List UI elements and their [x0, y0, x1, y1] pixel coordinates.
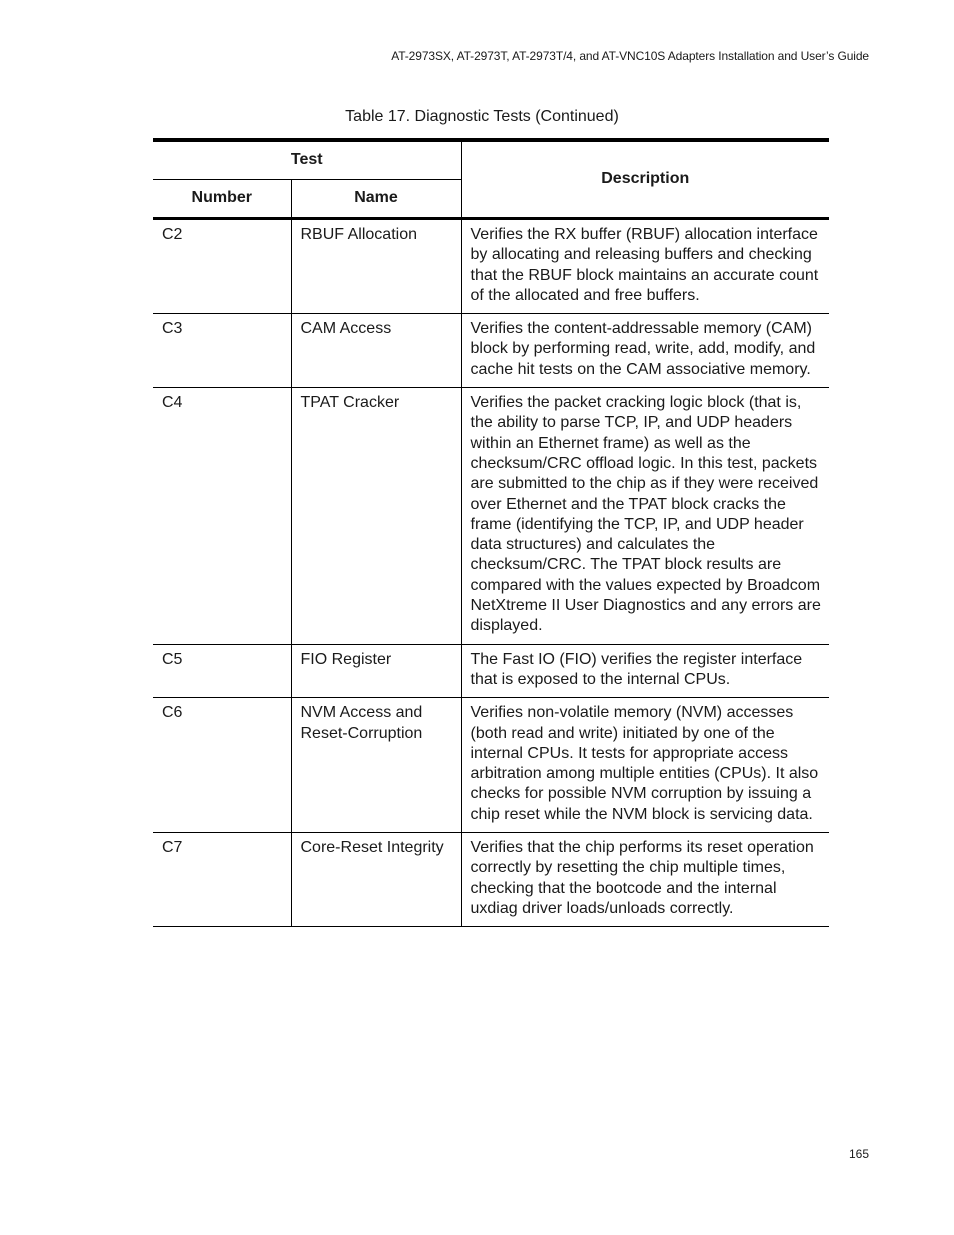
test-number: C4 — [153, 388, 291, 645]
test-description: Verifies non-volatile memory (NVM) accesses (both read and write) initiated by one of the internal CPUs. It tests for appropriate access arbitration among multiple entities (CPUs). It also checks for possible NVM corruption by issuing a chip reset while the NVM block is servicing data. — [461, 698, 829, 833]
test-description: Verifies the RX buffer (RBUF) allocation interface by allocating and releasing buffers and checking that the RBUF block maintains an accurate count of the allocated and free buffers. — [461, 219, 829, 314]
header-test: Test — [153, 140, 461, 180]
page-number: 165 — [848, 1147, 869, 1161]
test-name: TPAT Cracker — [291, 388, 461, 645]
table-caption: Table 17. Diagnostic Tests (Continued) — [345, 108, 619, 125]
header-name: Name — [291, 180, 461, 219]
table-row — [153, 833, 829, 927]
test-number: C2 — [153, 219, 291, 314]
test-description: Verifies the packet cracking logic block (that is, the ability to parse TCP, IP, and UDP headers within an Ethernet frame) as well as the checksum/CRC offload logic. In this test, packets are submitted to the chip as if they were received over Ethernet and the TPAT block cracks the frame (identifying the TCP, IP, and UDP header data structures) and calculates the checksum/CRC. The TPAT block results are compared with the values expected by Broadcom NetXtreme II User Diagnostics and any errors are displayed. — [461, 388, 829, 645]
test-name: NVM Access and Reset-Corruption — [291, 698, 461, 833]
table-row — [153, 388, 829, 645]
table-row — [153, 698, 829, 833]
test-name: CAM Access — [291, 314, 461, 388]
test-name: FIO Register — [291, 644, 461, 698]
test-number: C7 — [153, 833, 291, 927]
table-row — [153, 219, 829, 314]
test-name: RBUF Allocation — [291, 219, 461, 314]
test-name: Core-Reset Integrity — [291, 833, 461, 927]
test-description: Verifies the content-addressable memory (CAM) block by performing read, write, add, modify, and cache hit tests on the CAM associative memory. — [461, 314, 829, 388]
table-row — [153, 644, 829, 698]
test-number: C6 — [153, 698, 291, 833]
test-description: The Fast IO (FIO) verifies the register interface that is exposed to the internal CPUs. — [461, 644, 829, 698]
table-row — [153, 314, 829, 388]
header-description: Description — [461, 140, 829, 219]
header-number: Number — [153, 180, 291, 219]
test-description: Verifies that the chip performs its reset operation correctly by resetting the chip multiple times, checking that the bootcode and the internal uxdiag driver loads/unloads correctly. — [461, 833, 829, 927]
diagnostic-tests-table — [153, 138, 829, 927]
test-number: C5 — [153, 644, 291, 698]
test-number: C3 — [153, 314, 291, 388]
running-header: AT-2973SX, AT-2973T, AT-2973T/4, and AT-VNC10S Adapters Installation and User’s Guide — [391, 49, 869, 63]
